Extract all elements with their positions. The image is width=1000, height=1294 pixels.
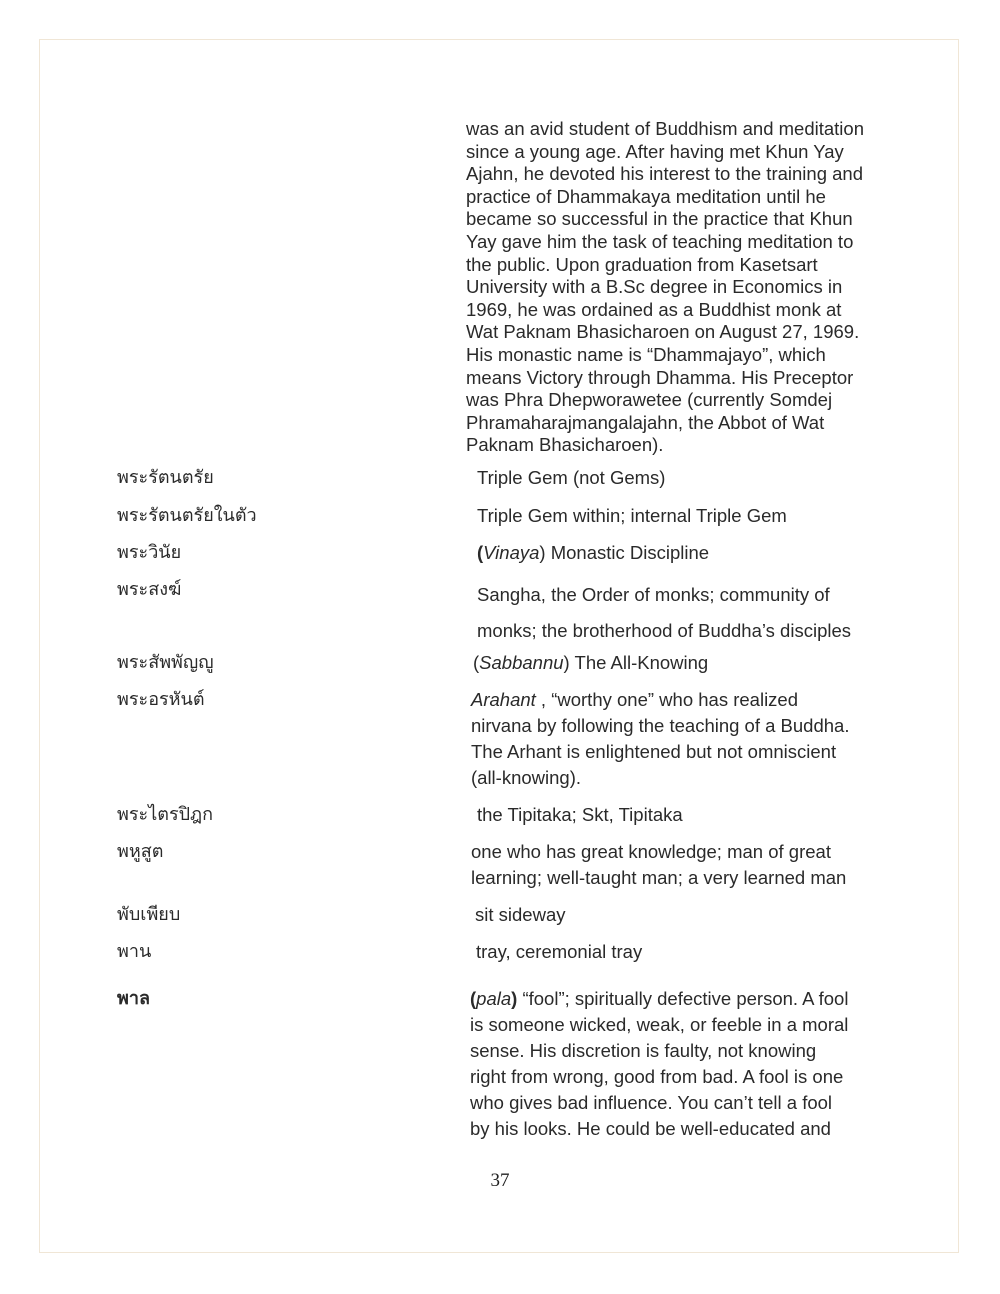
intro-line: Ajahn, he devoted his interest to the training and (466, 163, 863, 185)
glossary-definition (475, 902, 565, 928)
definition-line: nirvana by following the teaching of a Buddha. (471, 715, 850, 736)
definition-line (470, 986, 848, 1012)
glossary-definition (477, 577, 851, 649)
glossary-term: พระไตรปิฎก (117, 804, 214, 825)
definition-line: monks; the brotherhood of Buddha’s disciples (477, 620, 852, 641)
definition-line: by his looks. He could be well-educated and (470, 1118, 831, 1139)
definition-pali-term: Vinaya (483, 542, 540, 563)
glossary-definition (476, 939, 642, 965)
definition-line: sense. His discretion is faulty, not knowing (470, 1040, 817, 1061)
definition-text: “fool”; spiritually defective person. A fool (517, 988, 849, 1009)
definition-line: right from wrong, good from bad. A fool is one (470, 1066, 844, 1087)
glossary-term: พับเพียบ (117, 904, 181, 925)
intro-line: was Phra Dhepworawetee (currently Somdej (466, 389, 833, 411)
definition-paren: ( (477, 542, 484, 563)
intro-line: became so successful in the practice that Khun (466, 208, 853, 230)
definition-text: , “worthy one” who has realized (535, 689, 799, 710)
definition-line: learning; well-taught man; a very learned man (471, 867, 847, 888)
intro-line: was an avid student of Buddhism and meditation (466, 118, 864, 139)
intro-line: means Victory through Dhamma. His Preceptor (466, 366, 854, 388)
definition-line: Triple Gem (not Gems) (477, 467, 666, 488)
glossary-definition (477, 802, 683, 828)
definition-line (473, 650, 708, 676)
definition-line (471, 687, 849, 713)
glossary-term: พระรัตนตรัย (117, 467, 214, 488)
definition-line: Sangha, the Order of monks; community of (477, 584, 830, 605)
definition-line: The Arhant is enlightened but not omniscient (471, 741, 837, 762)
intro-line: Paknam Bhasicharoen). (466, 434, 664, 456)
definition-paren: ( (473, 652, 480, 673)
definition-line: who gives bad influence. You can’t tell a fool (470, 1092, 833, 1113)
definition-line: Triple Gem within; internal Triple Gem (477, 505, 787, 526)
glossary-definition (473, 650, 708, 676)
definition-line: tray, ceremonial tray (476, 941, 643, 962)
intro-paragraph (466, 118, 906, 457)
glossary-term: พาล (117, 988, 151, 1009)
glossary-definition (470, 986, 848, 1142)
definition-line: one who has great knowledge; man of great (471, 841, 831, 862)
glossary-term: พระสัพพัญญู (117, 652, 214, 673)
glossary-definition (471, 687, 849, 791)
definition-paren: ) (511, 988, 518, 1009)
definition-text: ) Monastic Discipline (539, 542, 710, 563)
definition-pali-term: Sabbannu (479, 652, 564, 673)
definition-line: sit sideway (475, 904, 566, 925)
definition-pali-term: pala (476, 988, 512, 1009)
glossary-definition (477, 540, 709, 566)
definition-text: ) The All-Knowing (563, 652, 709, 673)
definition-line: (all-knowing). (471, 767, 582, 788)
glossary-term: พระวินัย (117, 542, 182, 563)
intro-line: University with a B.Sc degree in Economics in (466, 276, 843, 298)
glossary-definition (477, 465, 665, 491)
intro-line: Wat Paknam Bhasicharoen on August 27, 1969. (466, 321, 860, 343)
intro-line: Yay gave him the task of teaching meditation to (466, 230, 854, 252)
glossary-term: พระรัตนตรัยในตัว (117, 505, 257, 526)
glossary-definition (477, 503, 787, 529)
page-number: 37 (490, 1170, 510, 1191)
definition-pali-term: Arahant (471, 689, 536, 710)
intro-line: 1969, he was ordained as a Buddhist monk at (466, 298, 842, 320)
intro-line: His monastic name is “Dhammajayo”, which (466, 343, 826, 365)
intro-line: Phramaharajmangalajahn, the Abbot of Wat (466, 411, 825, 433)
intro-line: the public. Upon graduation from Kasetsart (466, 253, 818, 275)
intro-line: since a young age. After having met Khun Yay (466, 140, 844, 162)
glossary-term: พระอรหันต์ (117, 689, 205, 710)
definition-line: the Tipitaka; Skt, Tipitaka (477, 804, 683, 825)
definition-line: is someone wicked, weak, or feeble in a moral (470, 1014, 849, 1035)
glossary-definition (471, 839, 846, 891)
definition-line (477, 540, 709, 566)
definition-paren: ( (470, 988, 477, 1009)
glossary-term: พหูสูต (117, 841, 164, 862)
glossary-term: พระสงฆ์ (117, 579, 182, 600)
intro-line: practice of Dhammakaya meditation until he (466, 185, 826, 207)
glossary-term: พาน (117, 941, 152, 962)
